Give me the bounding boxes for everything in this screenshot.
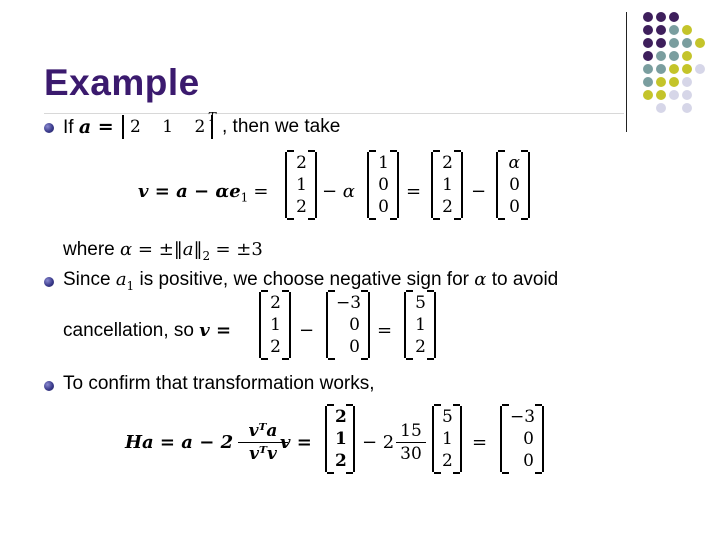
bullet1-line	[63, 116, 114, 139]
dot	[643, 77, 653, 87]
dot	[682, 38, 692, 48]
dot	[669, 64, 679, 74]
vec-cell: 1	[335, 429, 347, 449]
vec-cell: 1	[270, 315, 281, 335]
dot	[656, 12, 666, 22]
vector-a	[285, 152, 317, 218]
eq2-lead-line	[63, 320, 231, 342]
dot	[669, 77, 679, 87]
bullet2-tail: is positive, we choose negative sign for	[139, 269, 469, 290]
vec-cell: 0	[509, 197, 520, 217]
eq1-equals2: =	[406, 181, 422, 202]
dot	[682, 90, 692, 100]
vec-cell: 1	[378, 153, 389, 173]
bullet2-lead: Since	[63, 269, 111, 290]
bullet-dot	[44, 123, 54, 133]
vec-cell: 5	[415, 293, 426, 313]
dot	[656, 38, 666, 48]
vec-cell: 0	[509, 175, 520, 195]
vec-cell: 2	[442, 197, 453, 217]
vec-cell: 0	[349, 337, 360, 357]
dot	[695, 64, 705, 74]
vec-cell: 2	[335, 407, 347, 427]
row-vec-cell: 2	[130, 117, 141, 137]
divider-line	[626, 12, 627, 132]
slide-title: Example	[44, 62, 200, 103]
dot	[695, 38, 705, 48]
vector-a-bold	[325, 406, 355, 472]
dot	[682, 103, 692, 113]
where-line	[63, 239, 263, 263]
dot	[669, 25, 679, 35]
eq2-lead: cancellation, so	[63, 320, 194, 341]
dot	[643, 25, 653, 35]
vec-cell: 2	[442, 153, 453, 173]
vector-v	[404, 292, 436, 358]
vector-alpha-e1	[326, 292, 370, 358]
vec-cell: 0	[378, 197, 389, 217]
vec-cell: 1	[296, 175, 307, 195]
vec-cell: 0	[523, 451, 534, 471]
vec-cell: 2	[296, 197, 307, 217]
eq3-lhs: Ha = a − 2	[125, 432, 234, 453]
where-tail: = ±3	[215, 239, 263, 260]
vec-cell: −3	[336, 293, 362, 313]
bullet-dot	[44, 381, 54, 391]
vec-cell: 2	[270, 293, 281, 313]
transpose-mark: T	[208, 110, 217, 124]
dot	[643, 51, 653, 61]
bullet1-lead: If	[63, 117, 74, 138]
dot	[669, 38, 679, 48]
vector-a	[259, 292, 291, 358]
vec-cell: 2	[270, 337, 281, 357]
fraction-numerator: 15	[396, 420, 426, 443]
dot	[669, 90, 679, 100]
vec-cell: 2	[415, 337, 426, 357]
eq2-minus: −	[299, 320, 315, 341]
eq1-equals: =	[253, 181, 269, 202]
dot	[643, 64, 653, 74]
eq3-minus-2: − 2	[362, 432, 395, 453]
dot	[643, 90, 653, 100]
vec-cell: 1	[415, 315, 426, 335]
eq1-minus: −	[471, 181, 487, 202]
eq3-equals: =	[472, 432, 488, 453]
dot	[656, 64, 666, 74]
vector-result	[500, 406, 544, 472]
vec-cell: 1	[442, 429, 453, 449]
vector-alpha-e1	[496, 152, 530, 218]
vec-cell: 5	[442, 407, 453, 427]
dot	[682, 25, 692, 35]
eq3-v-eq: v =	[280, 432, 312, 453]
vec-cell: α	[508, 153, 520, 173]
title-rule	[44, 113, 624, 114]
vec-cell: 1	[442, 175, 453, 195]
bullet2-a1: a	[115, 269, 127, 290]
bullet1-tail: , then we take	[222, 116, 341, 137]
vec-cell: 2	[296, 153, 307, 173]
dot	[656, 90, 666, 100]
bullet2-alpha: α	[474, 269, 487, 290]
vec-cell: 0	[523, 429, 534, 449]
vector-a-copy	[431, 152, 463, 218]
vec-cell: 0	[378, 175, 389, 195]
vec-cell: 2	[442, 451, 453, 471]
dot	[656, 25, 666, 35]
bullet2-a1-sub: 1	[126, 278, 135, 293]
eq2-v-eq: v =	[199, 320, 232, 341]
vec-cell: 0	[349, 315, 360, 335]
bullet3-text: To confirm that transformation works,	[63, 373, 375, 394]
dot	[669, 12, 679, 22]
bullet2-tail2: to avoid	[491, 269, 559, 290]
row-vec-cell: 2	[194, 117, 206, 137]
dot	[643, 12, 653, 22]
where-expr: α = ±‖a‖	[120, 239, 203, 260]
eq2-equals: =	[377, 320, 393, 341]
bullet1-a-eq: a =	[78, 116, 114, 138]
row-vec-cell: 1	[162, 117, 174, 137]
fraction-denominator: vᵀv	[249, 444, 277, 464]
dot	[682, 77, 692, 87]
vec-cell: −3	[510, 407, 536, 427]
dot	[669, 51, 679, 61]
dot	[682, 64, 692, 74]
row-vector-a	[122, 115, 213, 139]
bullet-dot	[44, 277, 54, 287]
dot	[656, 103, 666, 113]
dot	[656, 51, 666, 61]
eq1-lhs-text: v = a − αe	[138, 181, 241, 202]
fraction-numerator: vᵀa	[238, 420, 288, 443]
eq1-minus-alpha: − α	[322, 181, 355, 202]
eq1-lhs	[138, 181, 268, 205]
vector-e1	[367, 152, 399, 218]
fraction-denominator: 30	[400, 444, 422, 464]
bullet2-line	[63, 269, 558, 293]
dot	[682, 51, 692, 61]
where-sub: 2	[202, 248, 211, 263]
fraction-15-30	[396, 420, 426, 465]
eq1-sub: 1	[240, 190, 249, 205]
dot	[656, 77, 666, 87]
vec-cell: 2	[335, 451, 347, 471]
where-lead: where	[63, 239, 115, 260]
vector-v	[432, 406, 462, 472]
dot	[643, 38, 653, 48]
